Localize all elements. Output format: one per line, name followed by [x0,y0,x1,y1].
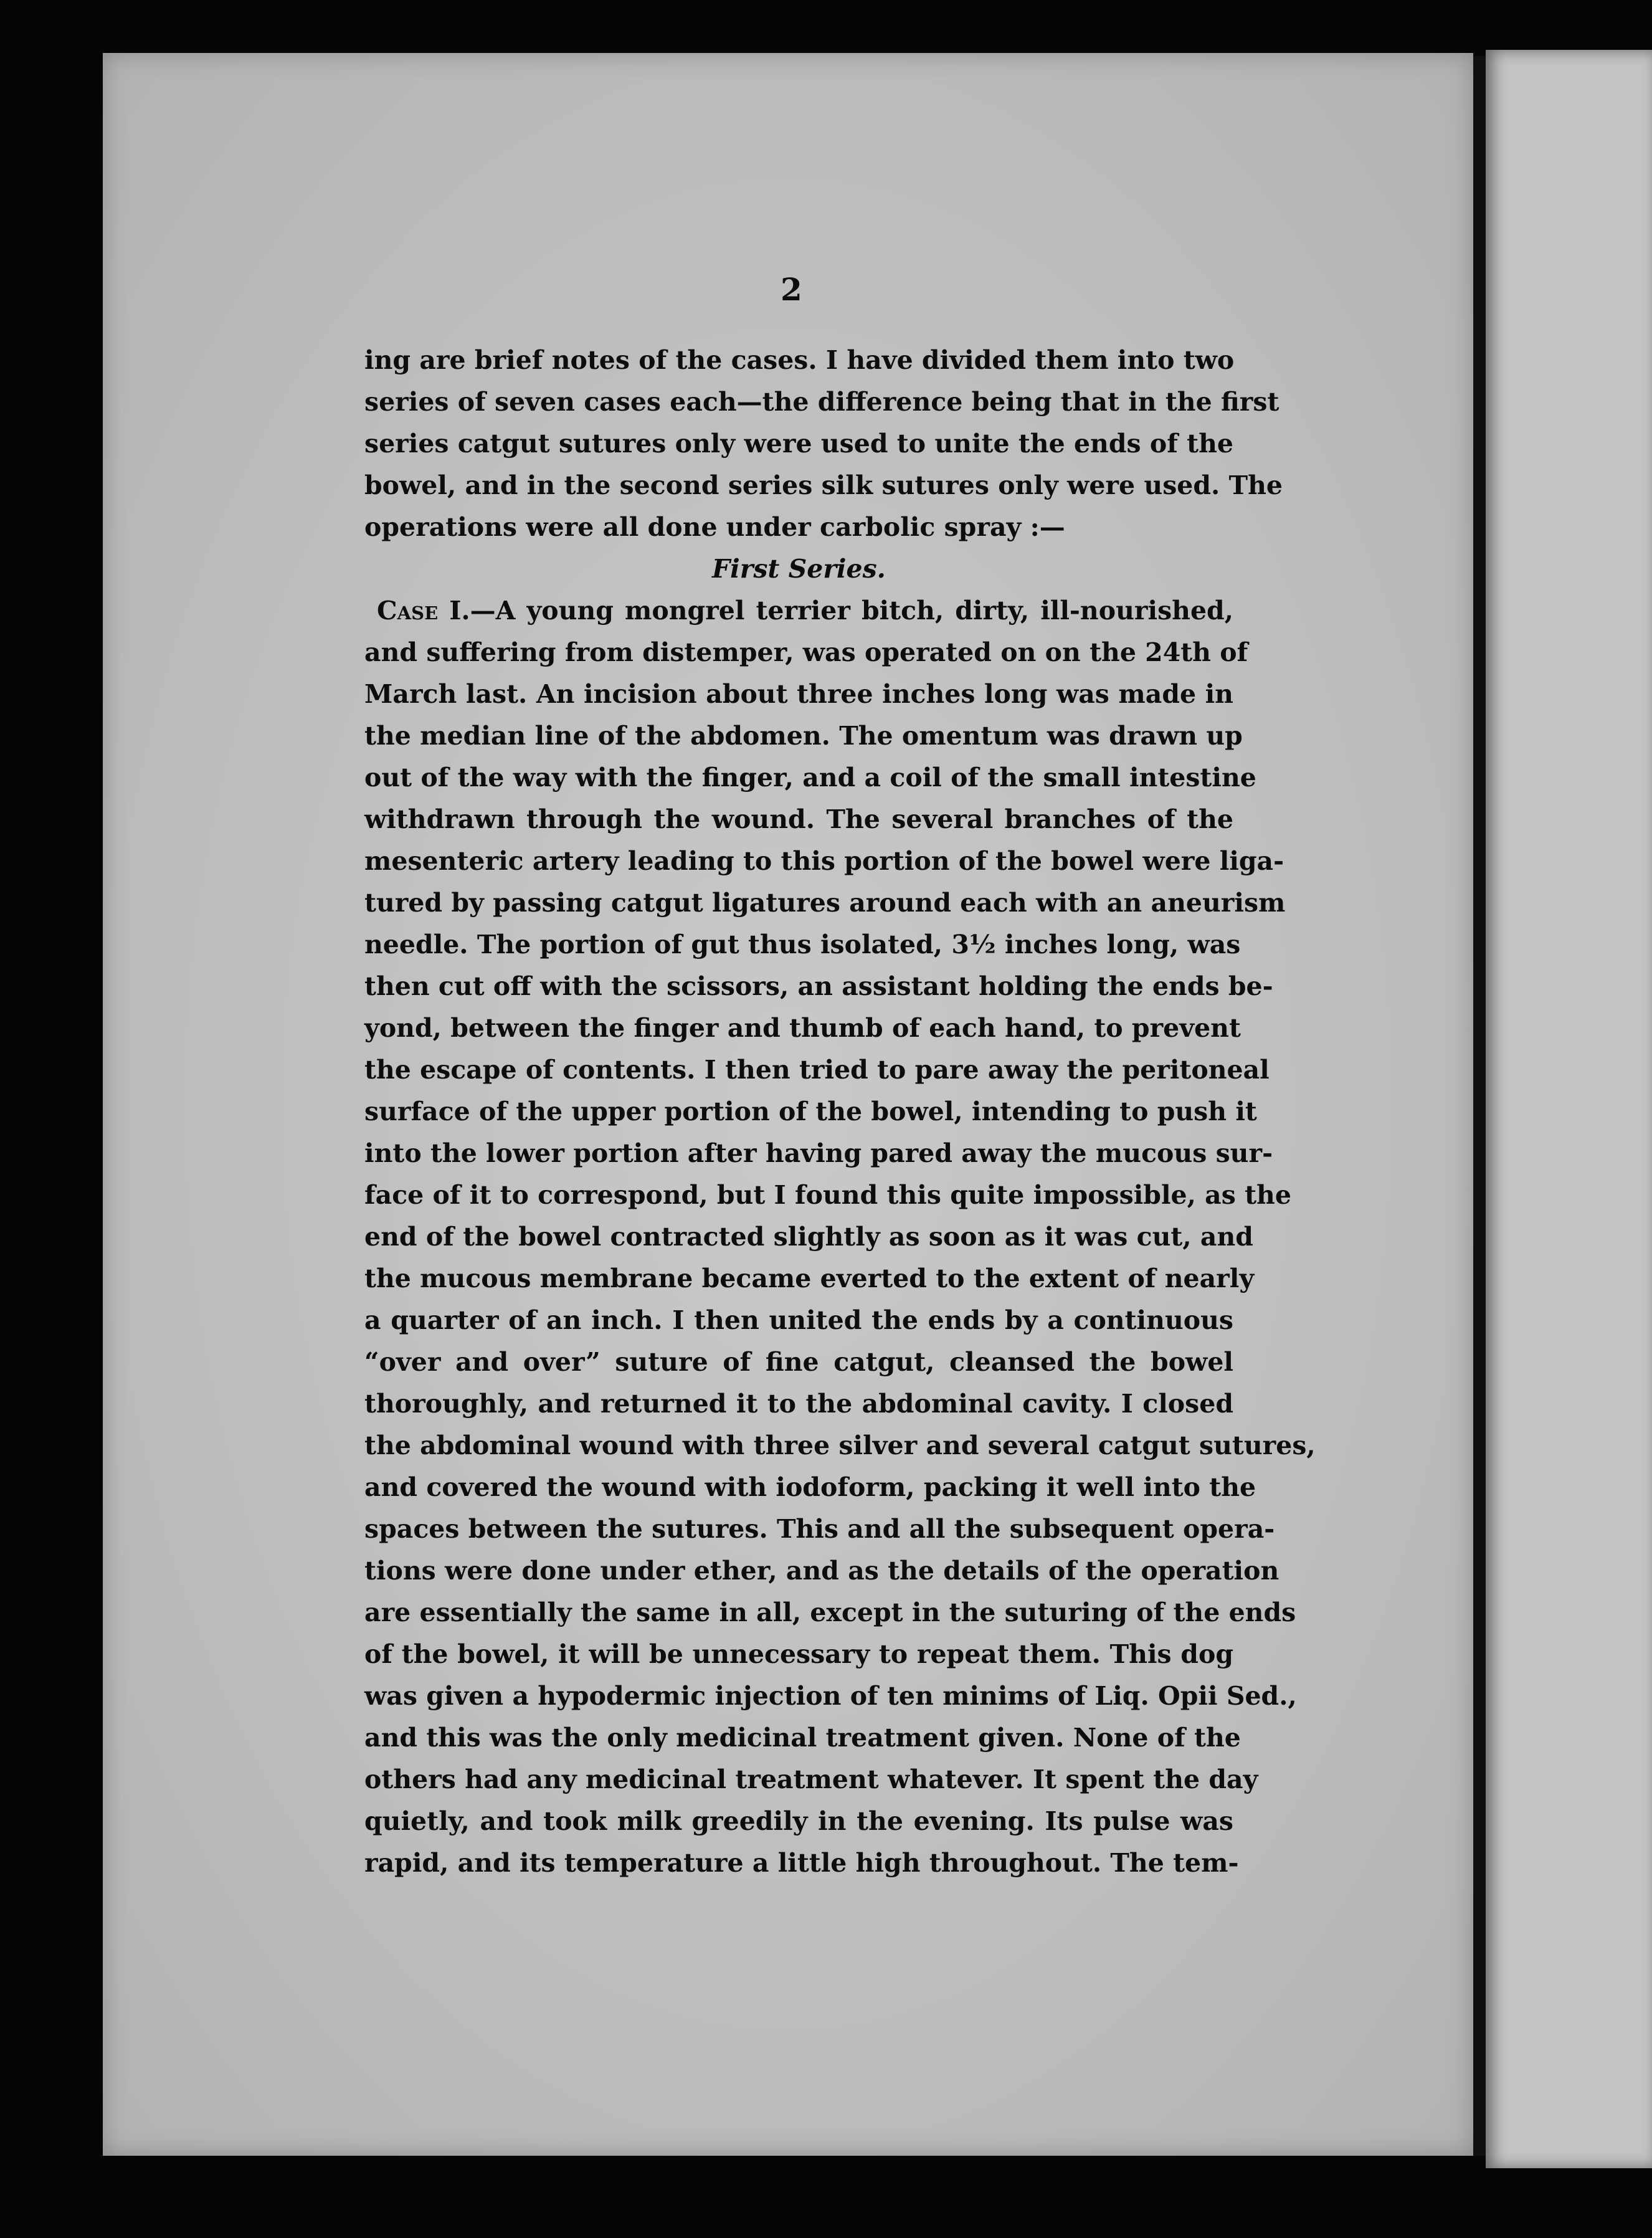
text-line: the median line of the abdomen. The omentum was drawn up [364,721,1243,751]
text-line: end of the bowel contracted slightly as soon as it was cut, and [364,1222,1253,1252]
text-line: operations were all done under carbolic spray :— [364,512,1065,542]
text-line: withdrawn through the wound. The several branches of the [364,804,1233,834]
text-line: tions were done under ether, and as the details of the operation [364,1556,1279,1586]
text-line: tured by passing catgut ligatures around each with an aneurism [364,888,1286,918]
text-line: yond, between the finger and thumb of each hand, to prevent [364,1013,1241,1043]
text-line: series catgut sutures only were used to unite the ends of the [364,429,1233,459]
text-line: mesenteric artery leading to this portion of the bowel were liga- [364,846,1284,876]
section-heading: First Series. [712,554,886,584]
text-line: ing are brief notes of the cases. I have divided them into two [364,345,1235,375]
text-line: the abdominal wound with three silver and several catgut sutures, [364,1431,1316,1460]
text-line: “over and over” suture of fine catgut, cleansed the bowel [364,1347,1233,1377]
text-line: then cut off with the scissors, an assistant holding the ends be- [364,971,1273,1001]
text-line: was given a hypodermic injection of ten minims of Liq. Opii Sed., [364,1681,1297,1711]
case-label: Case I. [377,596,470,626]
text-line: quietly, and took milk greedily in the evening. Its pulse was [364,1806,1233,1836]
text-line: needle. The portion of gut thus isolated, 3½ inches long, was [364,930,1241,959]
text-line: thoroughly, and returned it to the abdominal cavity. I closed [364,1389,1233,1419]
text-line: spaces between the sutures. This and all the subsequent opera- [364,1514,1275,1544]
text-line: March last. An incision about three inches long was made in [364,679,1233,709]
text-line: are essentially the same in all, except in the suturing of the ends [364,1598,1296,1627]
text-line: the mucous membrane became everted to the extent of nearly [364,1264,1255,1293]
case-first-line-text: —A young mongrel terrier bitch, dirty, ill-nourished, [470,596,1233,626]
text-line: and suffering from distemper, was operated on on the 24th of [364,637,1248,667]
text-line: of the bowel, it will be unnecessary to repeat them. This dog [364,1639,1233,1669]
text-line: series of seven cases each—the difference being that in the first [364,387,1279,417]
adjacent-page-edge [1486,50,1652,2168]
body-text [364,340,1316,1884]
text-line: a quarter of an inch. I then united the ends by a continuous [364,1305,1233,1335]
text-line: bowel, and in the second series silk sutures only were used. The [364,470,1283,500]
text-line: and this was the only medicinal treatment given. None of the [364,1723,1241,1753]
text-line: others had any medicinal treatment whatever. It spent the day [364,1764,1258,1794]
text-line: rapid, and its temperature a little high throughout. The tem- [364,1848,1239,1878]
case-first-line [364,590,1233,632]
page-gutter [1473,56,1486,2156]
text-line: the escape of contents. I then tried to pare away the peritoneal [364,1055,1270,1085]
text-line: surface of the upper portion of the bowel, intending to push it [364,1097,1257,1126]
page-number: 2 [781,271,802,308]
text-line: into the lower portion after having pared away the mucous sur- [364,1138,1273,1168]
text-line: out of the way with the finger, and a coil of the small intestine [364,763,1256,793]
text-line: face of it to correspond, but I found this quite impossible, as the [364,1180,1291,1210]
text-line: and covered the wound with iodoform, packing it well into the [364,1472,1256,1502]
